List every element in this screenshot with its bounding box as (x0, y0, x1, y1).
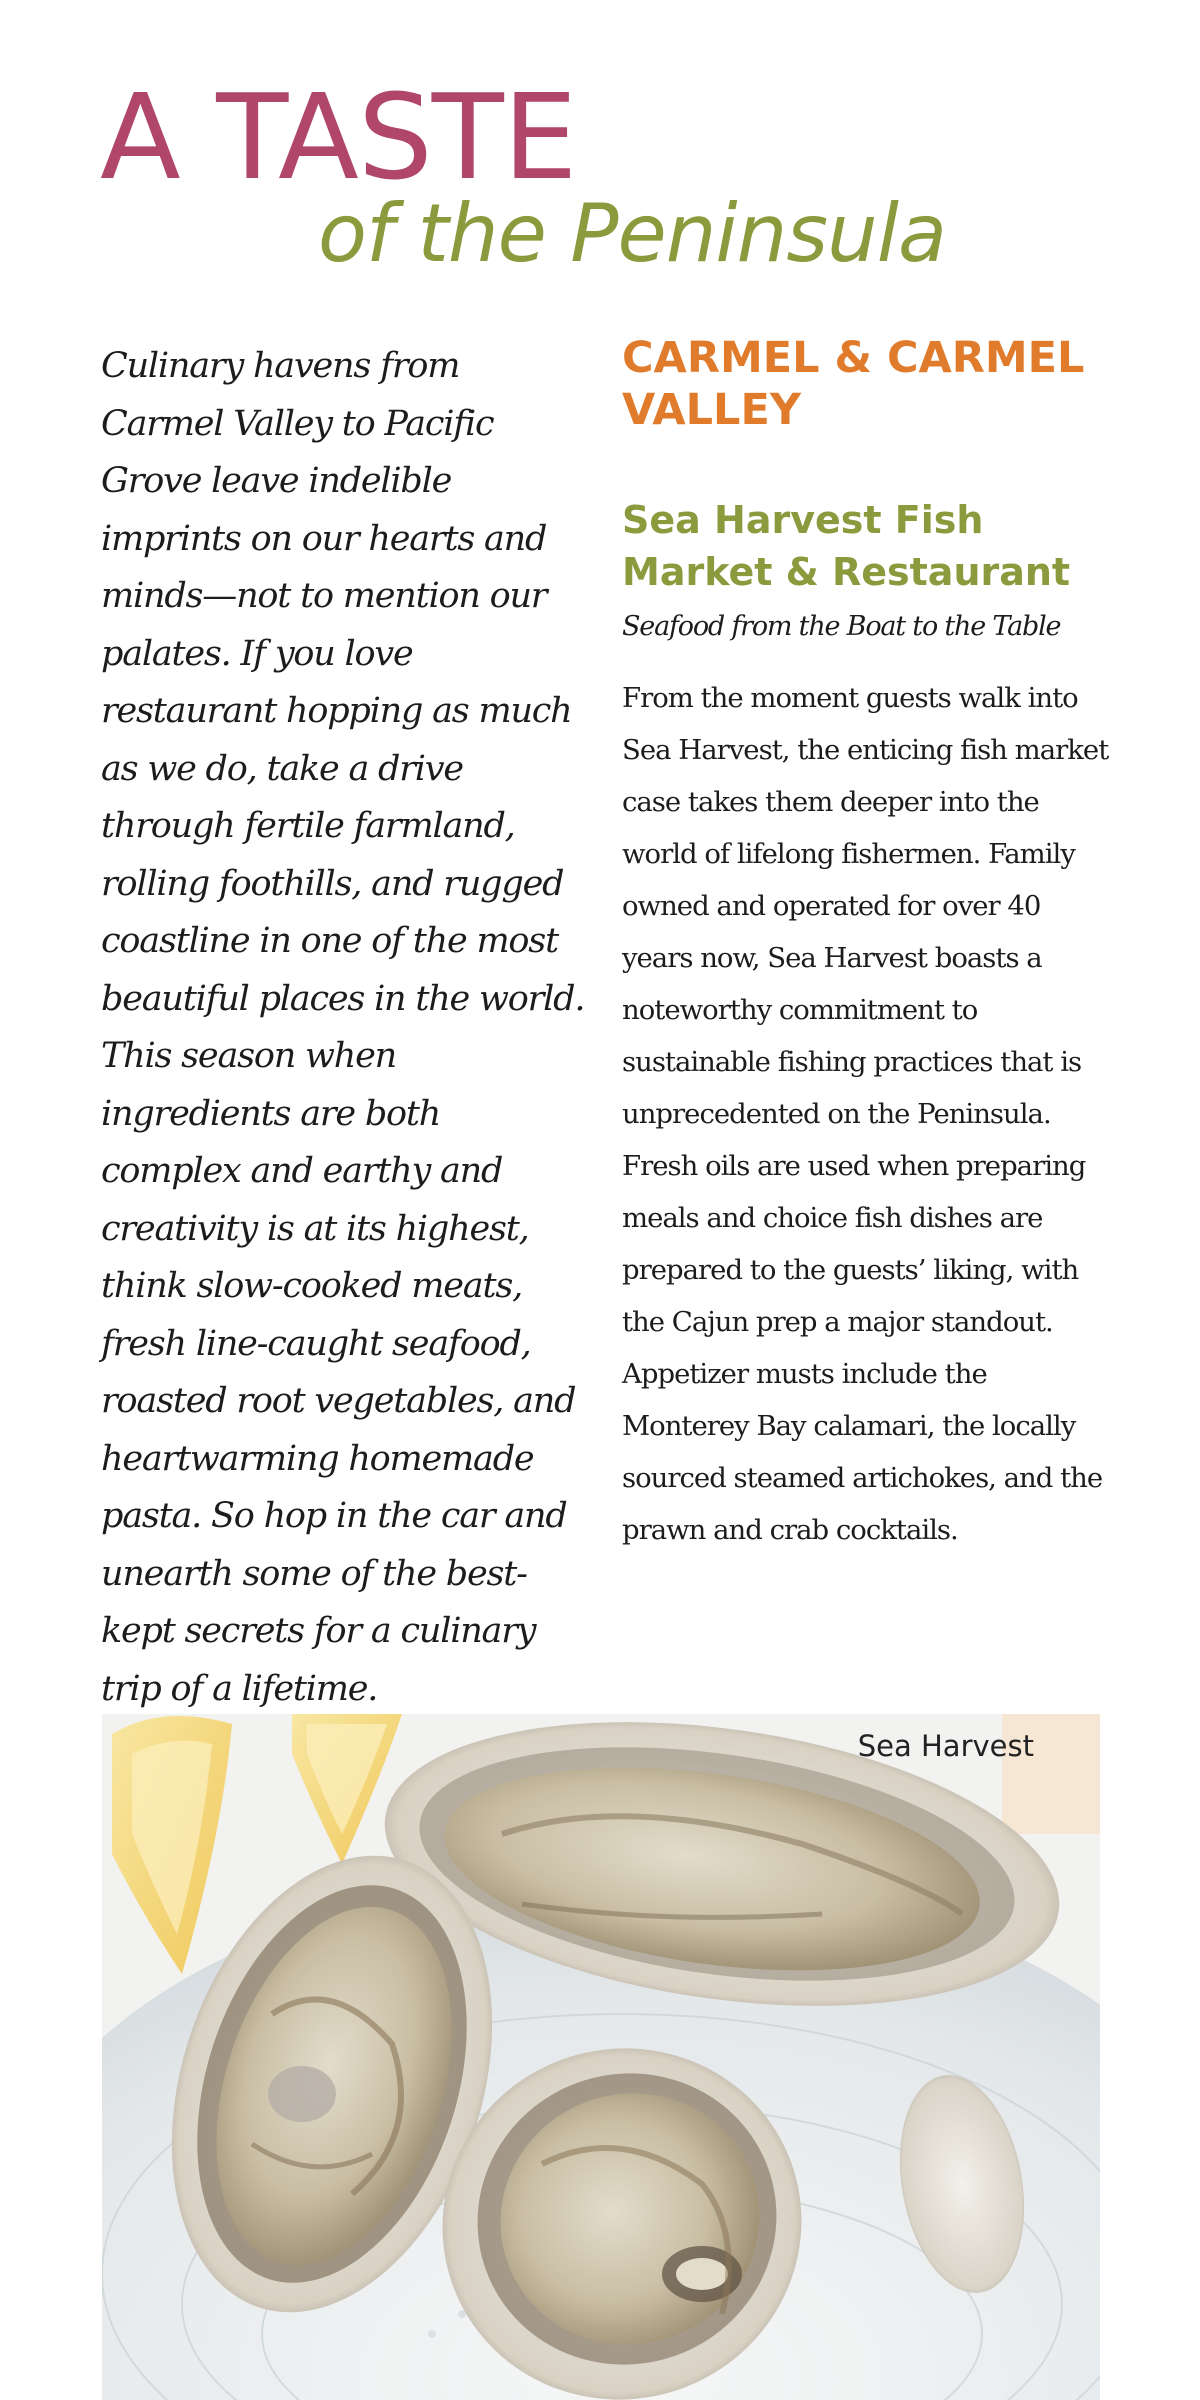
photo-caption: Sea Harvest (857, 1729, 1034, 1763)
intro-paragraph: Culinary havens from Carmel Valley to Pacific Grove leave indelible imprints on our hearts and minds—not to mention our palates. If you love restaurant hopping as much as we do, take a drive through fertile farmland, rolling foothills, and rugged coastline in one of the most beautiful places in the world. This season when ingredients are both complex and earthy and creativity is at its highest, think slow-cooked meats, fresh line-caught seafood, roasted root vegetables, and heartwarming homemade pasta. So hop in the car and unearth some of the best-kept secrets for a culinary trip of a lifetime. (101, 346, 585, 1709)
page-subtitle: of the Peninsula (318, 187, 946, 280)
restaurant-description: From the moment guests walk into Sea Harvest, the enticing fish market case takes them deeper into the world of lifelong fishermen. Family owned and operated for over 40 years now, Sea Harvest boasts a noteworthy commitment to sustainable fishing practices that is unprecedented on the Peninsula. Fresh oils are used when preparing meals and choice fish dishes are prepared to the guests’ liking, with the Cajun prep a major standout. Appetizer musts include the Monterey Bay calamari, the locally sourced steamed artichokes, and the prawn and crab cocktails. (622, 682, 1109, 1546)
oysters-photo (102, 1714, 1100, 2400)
region-heading: CARMEL & CARMEL VALLEY (622, 333, 1085, 435)
oysters-illustration (102, 1714, 1100, 2400)
page-title: A TASTE (100, 68, 577, 206)
restaurant-name: Sea Harvest Fish Market & Restaurant (622, 498, 1071, 594)
restaurant-tagline: Seafood from the Boat to the Table (622, 611, 1061, 642)
